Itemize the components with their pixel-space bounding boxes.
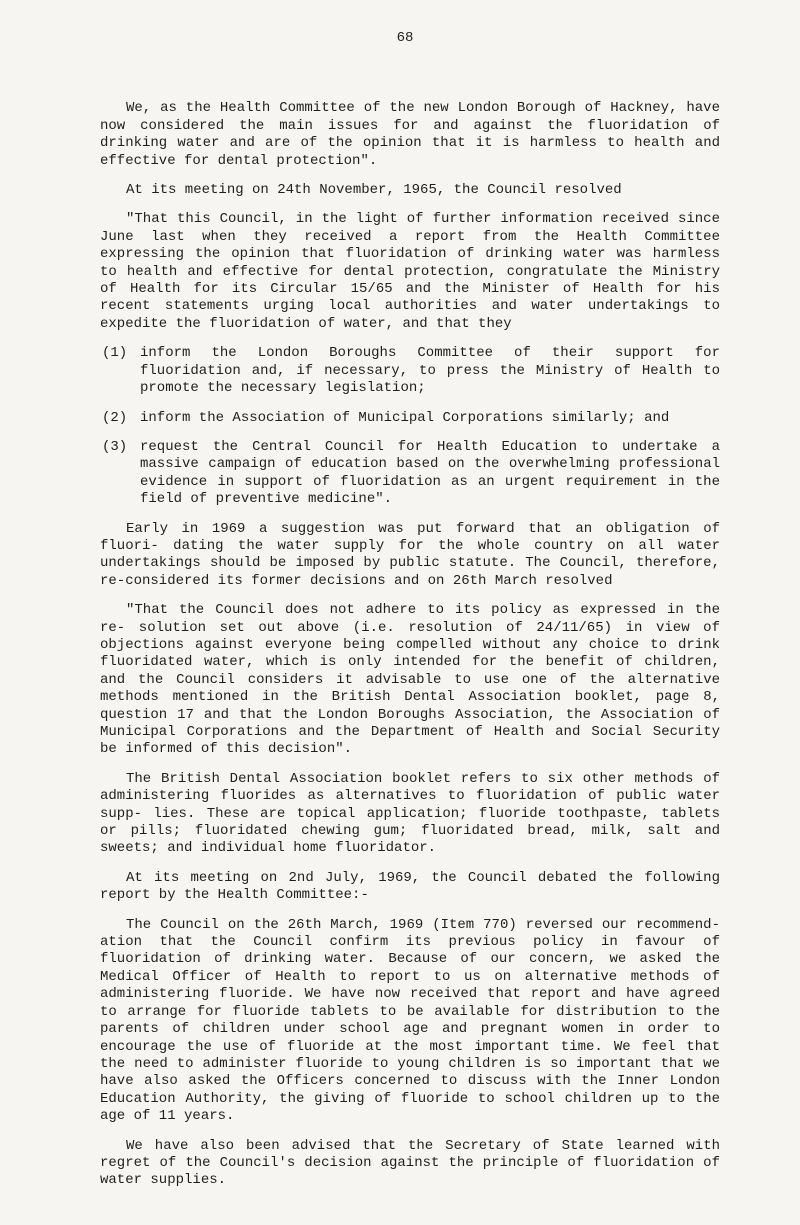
list-item-text: inform the London Boroughs Committee of their support for fluoridation and, if necessary, to press the Ministry of Health to promote the necessary legislation;	[140, 345, 720, 397]
list-item-number: (3)	[102, 438, 128, 455]
list-item-number: (2)	[102, 409, 128, 426]
paragraph-early-1969: Early in 1969 a suggestion was put forward that an obligation of fluori- dating the water supply for the whole country on all water undertakings should be imposed by public statute. The Council, therefore, re-considered its former decisions and on 26th March resolved	[100, 520, 720, 589]
list-item	[100, 439, 720, 509]
paragraph-secretary-of-state: We have also been advised that the Secretary of State learned with regret of the Council's decision against the principle of fluoridation of water supplies.	[100, 1137, 720, 1189]
list-item-number: (1)	[102, 345, 128, 362]
paragraph-meeting-1965: At its meeting on 24th November, 1965, the Council resolved	[126, 182, 622, 199]
paragraph-committee-opinion: We, as the Health Committee of the new London Borough of Hackney, have now considered the main issues for and against the fluoridation of drinking water and are of the opinion that it is harmless to health and effective for dental protection".	[100, 100, 720, 169]
paragraph-meeting-july-1969: At its meeting on 2nd July, 1969, the Council debated the following report by the Health Committee:-	[100, 869, 720, 904]
page-number: 68	[396, 30, 414, 46]
paragraph-bda-booklet: The British Dental Association booklet refers to six other methods of administering fluorides as alternatives to fluoridation of public water supp- lies. These are topical application; fluoride toothpaste, tablets or pills; fluoridated chewing gum; fluoridated bread, milk, salt and sweets; and individual home fluoridator.	[100, 770, 720, 857]
document-page	[100, 30, 720, 1202]
resolution-list	[100, 345, 720, 508]
paragraph-resolution-1969: "That the Council does not adhere to its policy as expressed in the re- solution set out above (i.e. resolution of 24/11/65) in view of objections against everyone being compelled without any choice to drink fluoridated water, which is only intended for the benefit of children, and the Council considers it advisable to use one of the alternative methods mentioned in the British Dental Association booklet, page 8, question 17 and that the London Boroughs Association, the Association of Municipal Corporations and the Department of Health and Social Security be informed of this decision".	[100, 602, 720, 758]
paragraph-resolution-1965: "That this Council, in the light of further information received since June last when they received a report from the Health Committee expressing the opinion that fluoridation of drinking water was harmless to health and effective for dental protection, congratulate the Ministry of Health for its Circular 15/65 and the Minister of Health for his recent statements urging local authorities and water undertakings to expedite the fluoridation of water, and that they	[100, 211, 720, 332]
list-item-text: inform the Association of Municipal Corporations similarly; and	[140, 409, 670, 426]
list-item	[100, 345, 720, 397]
list-item	[100, 410, 720, 427]
list-item-text: request the Central Council for Health Education to undertake a massive campaign of education based on the overwhelming professional evidence in support of fluoridation as an urgent requirement in the field of preventive medicine".	[140, 438, 720, 508]
paragraph-health-committee-report: The Council on the 26th March, 1969 (Item 770) reversed our recommend- ation that the Council confirm its previous policy in favour of fluoridation of drinking water. Because of our concern, we asked the Medical Officer of Health to report to us on alternative methods of administering fluoride. We have now received that report and have agreed to arrange for fluoride tablets to be available for distribution to the parents of children under school age and pregnant women in order to encourage the use of fluoride at the most important time. We feel that the need to administer fluoride to young children is so important that we have also asked the Officers concerned to discuss with the Inner London Education Authority, the giving of fluoride to school children up to the age of 11 years.	[100, 916, 720, 1125]
